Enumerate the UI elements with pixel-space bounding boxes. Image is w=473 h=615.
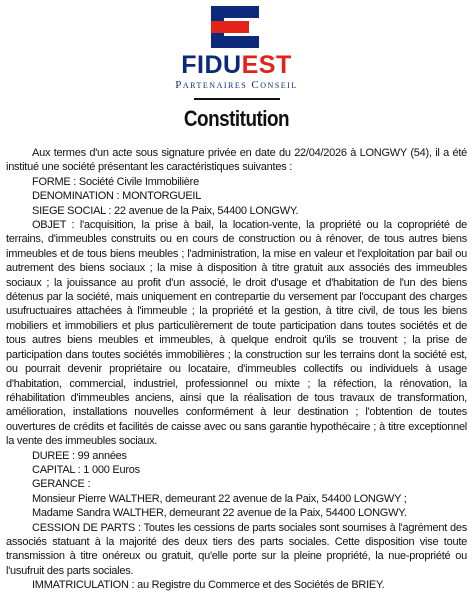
brand-part-1: FIDU: [181, 51, 242, 79]
title-divider: [194, 98, 280, 100]
brand-part-2: EST: [241, 51, 292, 79]
duree-line: DUREE : 99 années: [32, 449, 127, 462]
gerance-line: GERANCE :: [32, 478, 91, 491]
forme-line: FORME : Société Civile Immobilière: [32, 175, 199, 188]
notice-title: Constitution: [183, 106, 290, 131]
denomination-line: DENOMINATION : MONTORGUEIL: [32, 190, 202, 203]
objet-paragraph: OBJET : l'acquisition, la prise à bail, la location-vente, la propriété ou la copropriété de terrains, d'immeubles construits ou en cours de construction ou à rénover, de tous autres biens immeubles et de tous biens meubles ; l'administration, la mise en valeur et l'exploitation par bail ou autrement des biens sociaux ; la mise à disposition à titre gratuit aux associés des immeubles sociaux ; la jouissance au profit d'un associé, le droit d'usage et d'habitation de l'un des biens détenus par la société, mais uniquement en contrepartie du versement par l'occupant des charges usufructuaires attachées à l'immeuble ; la propriété et la gestion, à titre civil, de tous les biens mobiliers et immobiliers et plus particulièrement de toute participation dans toutes sociétés et de tous autres biens meubles et immeubles, à quelque endroit qu'ils se trouvent ; la prise de participation dans toutes sociétés immobilières ; la construction sur les terrains dont la société est, ou pourrait devenir propriétaire ou locataire, d'immeubles collectifs ou individuels à usage d'habitation, commercial, industriel, professionnel ou mixte ; la réfection, la rénovation, la réhabilitation d'immeubles anciens, ainsi que la réalisation de tous travaux de transformation, amélioration, installations nouvelles conformément à leur destination ; l'obtention de toutes ouvertures de crédits et facilités de caisse avec ou sans garantie hypothécaire ; à titre exceptionnel la vente des immeubles sociaux.: [6, 219, 467, 448]
intro-paragraph: Aux termes d'un acte sous signature privée en date du 22/04/2026 à LONGWY (54), il a été institué une société présentant les caractéristiques suivantes :: [6, 147, 467, 174]
capital-line: CAPITAL : 1 000 Euros: [32, 463, 140, 476]
letter-e-logo-icon: [211, 6, 259, 50]
siege-line: SIEGE SOCIAL : 22 avenue de la Paix, 54400 LONGWY.: [32, 204, 299, 217]
immatriculation-line: IMMATRICULATION : au Registre du Commerce et des Sociétés de BRIEY.: [32, 579, 385, 592]
brand-tagline: Partenaires Conseil: [175, 79, 298, 91]
notice-body: [6, 146, 467, 593]
gerant-1-line: Monsieur Pierre WALTHER, demeurant 22 avenue de la Paix, 54400 LONGWY ;: [32, 492, 407, 505]
gerant-2-line: Madame Sandra WALTHER, demeurant 22 avenue de la Paix, 54400 LONGWY.: [32, 507, 407, 520]
brand-wordmark: [0, 52, 473, 78]
cession-paragraph: CESSION DE PARTS : Toutes les cessions de parts sociales sont soumises à l'agrément des associés statuant à la majorité des deux tiers des parts sociales. Cette disposition vise toute transmission à titre onéreux ou gratuit, qu'elle porte sur la pleine propriété, la nue-propriété ou l'usufruit des parts sociales.: [6, 521, 467, 577]
fiduest-logo: [0, 0, 473, 100]
